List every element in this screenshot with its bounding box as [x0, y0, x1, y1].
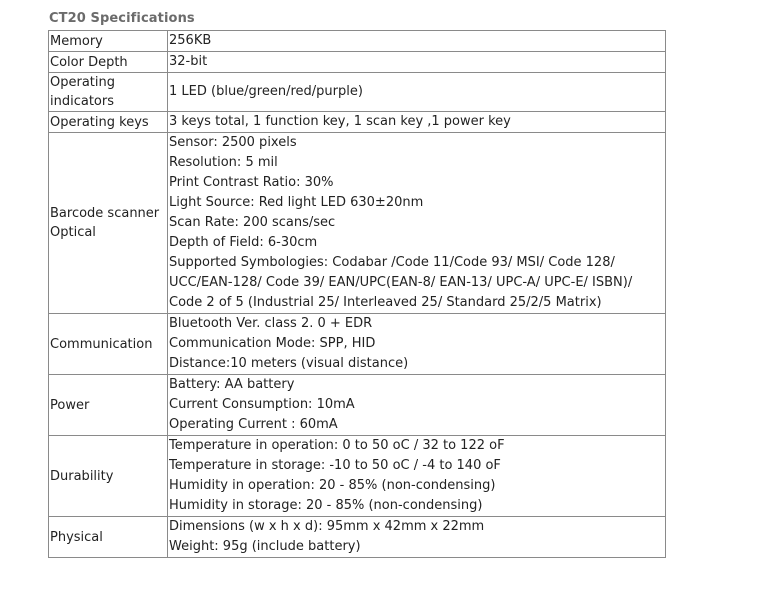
spec-row	[49, 375, 666, 436]
spec-value	[168, 517, 666, 558]
spec-value-line: Temperature in storage: -10 to 50 oC / -4 to 140 oF	[169, 458, 501, 473]
spec-value-line: Sensor: 2500 pixels	[169, 135, 297, 150]
spec-value	[168, 52, 666, 73]
spec-row	[49, 517, 666, 558]
spec-row	[49, 133, 666, 314]
spec-value-line: Bluetooth Ver. class 2. 0 + EDR	[169, 316, 373, 331]
spec-row	[49, 112, 666, 133]
spec-value-line: Current Consumption: 10mA	[169, 397, 355, 412]
spec-label: Memory	[49, 31, 168, 52]
spec-value-line: Depth of Field: 6-30cm	[169, 235, 318, 250]
spec-value-line: Operating Current : 60mA	[169, 417, 338, 432]
spec-label: Physical	[49, 517, 168, 558]
spec-value	[168, 73, 666, 112]
specifications-table	[48, 30, 666, 558]
spec-value-line: Humidity in operation: 20 - 85% (non-condensing)	[169, 478, 496, 493]
spec-value-line: Battery: AA battery	[169, 377, 295, 392]
spec-value-line: Code 2 of 5 (Industrial 25/ Interleaved 25/ Standard 25/2/5 Matrix)	[169, 295, 602, 310]
spec-row	[49, 73, 666, 112]
spec-value-line: 3 keys total, 1 function key, 1 scan key ,1 power key	[169, 114, 511, 129]
spec-value-line: Communication Mode: SPP, HID	[169, 336, 376, 351]
spec-row	[49, 314, 666, 375]
spec-value-line: Dimensions (w x h x d): 95mm x 42mm x 22mm	[169, 519, 485, 534]
spec-label: Communication	[49, 314, 168, 375]
specifications-table-body	[49, 31, 666, 558]
spec-value-line: Humidity in storage: 20 - 85% (non-condensing)	[169, 498, 483, 513]
spec-label: Color Depth	[49, 52, 168, 73]
spec-value-line: Distance:10 meters (visual distance)	[169, 356, 409, 371]
spec-row	[49, 52, 666, 73]
spec-value-line: 32-bit	[169, 54, 208, 69]
spec-label: Barcode scanner Optical	[49, 133, 168, 314]
spec-value-line: Supported Symbologies: Codabar /Code 11/Code 93/ MSI/ Code 128/	[169, 255, 615, 270]
spec-value-line: Weight: 95g (include battery)	[169, 539, 361, 554]
spec-value-line: Scan Rate: 200 scans/sec	[169, 215, 336, 230]
spec-value-line: Light Source: Red light LED 630±20nm	[169, 195, 424, 210]
spec-label: Power	[49, 375, 168, 436]
spec-value	[168, 31, 666, 52]
spec-label: Durability	[49, 436, 168, 517]
spec-value-line: UCC/EAN-128/ Code 39/ EAN/UPC(EAN-8/ EAN-13/ UPC-A/ UPC-E/ ISBN)/	[169, 275, 633, 290]
spec-label: Operating indicators	[49, 73, 168, 112]
spec-value	[168, 436, 666, 517]
spec-value-line: 256KB	[169, 33, 212, 48]
spec-row	[49, 436, 666, 517]
spec-value-line: 1 LED (blue/green/red/purple)	[169, 84, 363, 99]
spec-label: Operating keys	[49, 112, 168, 133]
spec-value-line: Print Contrast Ratio: 30%	[169, 175, 334, 190]
page-title: CT20 Specifications	[49, 11, 195, 26]
spec-value	[168, 112, 666, 133]
spec-row	[49, 31, 666, 52]
spec-value	[168, 375, 666, 436]
spec-value-line: Temperature in operation: 0 to 50 oC / 32 to 122 oF	[169, 438, 505, 453]
spec-value	[168, 314, 666, 375]
spec-value-line: Resolution: 5 mil	[169, 155, 278, 170]
spec-value	[168, 133, 666, 314]
